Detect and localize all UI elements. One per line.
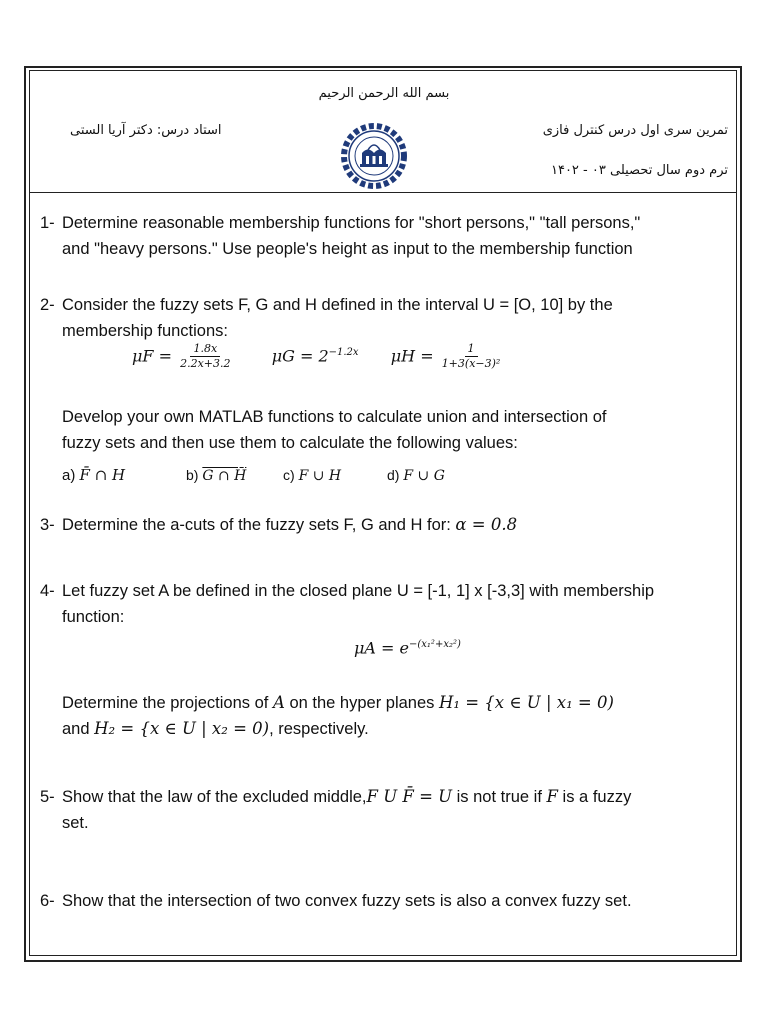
- mu-g-exponent: −1.2x: [328, 347, 359, 358]
- text-span: , respectively.: [269, 720, 369, 738]
- term-label: ترم دوم سال تحصیلی ۰۳ - ۱۴۰۲: [550, 163, 728, 178]
- option-label: b): [186, 467, 199, 483]
- mu-f-lhs: μF =: [132, 346, 172, 366]
- question-number: 4-: [40, 582, 55, 600]
- membership-formulas: [132, 340, 503, 371]
- option-label: d): [387, 467, 400, 483]
- option-c: [283, 462, 341, 489]
- question-5-line-2: set.: [62, 814, 89, 832]
- question-1-line-1: Determine reasonable membership functions for "short persons," "tall persons,": [62, 214, 641, 232]
- question-5-line-1: [62, 784, 738, 810]
- question-number: 1-: [40, 214, 55, 232]
- math-f: F: [546, 787, 558, 806]
- text-span: Show that the law of the excluded middle,: [62, 788, 367, 806]
- course-title: تمرین سری اول درس کنترل فازی: [542, 123, 728, 138]
- text-span: is a fuzzy: [557, 788, 632, 806]
- question-6-line: Show that the intersection of two convex fuzzy sets is also a convex fuzzy set.: [62, 892, 632, 910]
- question-4-para-2: [62, 716, 738, 742]
- mu-f-denominator: 2.2x+3.2: [180, 357, 231, 371]
- math-a: A: [272, 693, 285, 712]
- question-2-para-1: Develop your own MATLAB functions to calculate union and intersection of: [62, 408, 607, 426]
- mu-h-numerator: 1: [465, 342, 478, 357]
- option-expr: F̄ ∩ H: [79, 466, 126, 484]
- header-divider: [29, 192, 737, 193]
- option-d: [387, 462, 445, 489]
- mu-a-base: μA = e: [354, 638, 409, 658]
- mu-g: μG = 2: [271, 346, 329, 366]
- option-a: [62, 462, 125, 489]
- question-number: 6-: [40, 892, 55, 910]
- question-2-para-2: fuzzy sets and then use them to calculate the following values:: [62, 434, 518, 452]
- text-span: and: [62, 720, 95, 738]
- text-span: is not true if: [452, 788, 547, 806]
- option-expr: F ∪ H: [298, 468, 342, 484]
- question-3-text: Determine the a-cuts of the fuzzy sets F, G and H for:: [62, 516, 456, 534]
- text-span: Determine the projections of: [62, 694, 273, 712]
- mu-h-lhs: μH =: [390, 346, 434, 366]
- question-number: 3-: [40, 516, 55, 534]
- mu-f-fraction: [177, 342, 233, 371]
- option-expr: G ∩ H̄: [202, 468, 247, 484]
- question-4-line-2: function:: [62, 608, 125, 626]
- option-label: a): [62, 467, 76, 484]
- university-seal-icon: [338, 120, 410, 192]
- question-2-line-1: Consider the fuzzy sets F, G and H defined in the interval U = [O, 10] by the: [62, 296, 613, 314]
- question-3-line: [62, 512, 738, 538]
- math-h2: H₂ = {x ∈ U | x₂ = 0): [94, 719, 270, 738]
- math-h1: H₁ = {x ∈ U | x₁ = 0): [438, 693, 614, 712]
- question-1-line-2: and "heavy persons." Use people's height as input to the membership function: [62, 240, 633, 258]
- excluded-middle-expr: F U F̄ = U: [366, 787, 453, 806]
- mu-a-formula: [354, 632, 461, 661]
- text-span: on the hyper planes: [284, 694, 439, 712]
- question-number: 2-: [40, 296, 55, 314]
- mu-f-numerator: 1.8x: [190, 342, 220, 357]
- mu-h-denominator: 1+3(x−3)²: [441, 357, 501, 371]
- question-2-line-2: membership functions:: [62, 322, 228, 340]
- option-label: c): [283, 467, 295, 483]
- option-expr: F ∪ G: [403, 468, 445, 484]
- question-number: 5-: [40, 788, 55, 806]
- question-4-line-1: Let fuzzy set A be defined in the closed plane U = [-1, 1] x [-3,3] with membership: [62, 582, 655, 600]
- instructor-label: استاد درس: دکتر آریا الستی: [70, 123, 222, 138]
- alpha-value: α = 0.8: [455, 515, 518, 534]
- option-b: [186, 462, 246, 489]
- mu-a-exponent: −(x₁²+x₂²): [409, 639, 461, 650]
- question-4-para-1: [62, 690, 738, 716]
- basmala: بسم الله الرحمن الرحیم: [318, 86, 450, 101]
- mu-h-fraction: [439, 342, 504, 371]
